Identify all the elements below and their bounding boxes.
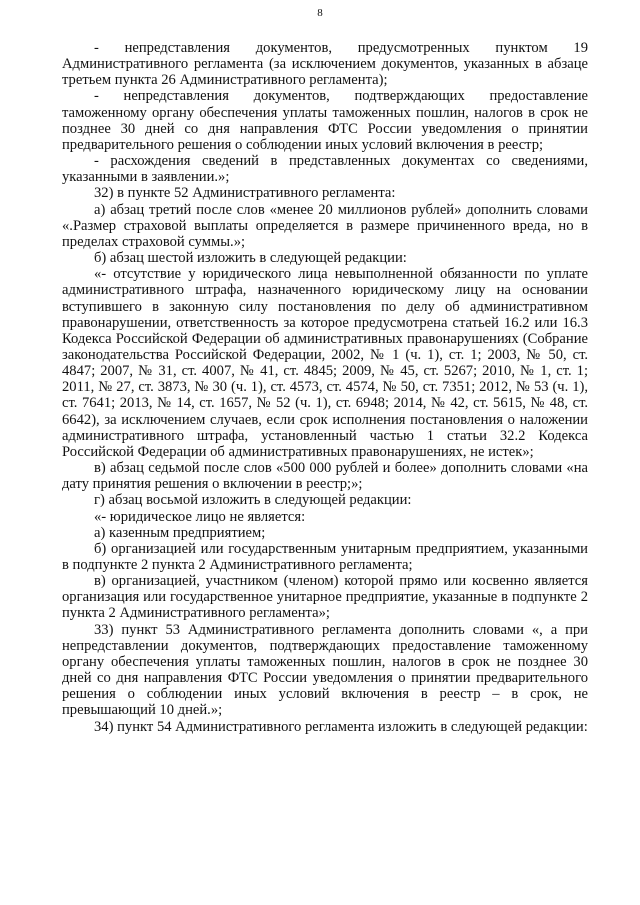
paragraph-subitem-g: г) абзац восьмой изложить в следующей редакции:	[94, 492, 412, 509]
paragraph-list-item: - непредставления документов, предусмотренных пунктом 19 Административного регламента (за исключением документов, указанных в абзаце третьем пункта 26 Административного регламента);	[62, 40, 588, 89]
paragraph-subitem-v: в) абзац седьмой после слов «500 000 рублей и более» дополнить словами «на дату принятия решения о включении в реестр;»;	[62, 460, 588, 493]
paragraph-subitem-a: а) абзац третий после слов «менее 20 миллионов рублей» дополнить словами «.Размер страховой выплаты определяется в размере причиненного вреда, но в пределах страховой суммы.»;	[62, 201, 588, 250]
paragraph-item-33: 33) пункт 53 Административного регламента дополнить словами «, а при непредставлении документов, подтверждающих предоставление таможенному органу обеспечения уплаты таможенных пошлин, налогов в срок не позднее 30 дней со дня направления ФТС России уведомления о принятии предварительного решения о соблюдении иных условий включения в реестр – в срок, не превышающий 10 дней.»;	[62, 621, 588, 719]
page-number: 8	[317, 7, 323, 19]
paragraph-subitem-b: б) абзац шестой изложить в следующей редакции:	[94, 250, 407, 267]
paragraph-list-item: - расхождения сведений в представленных документах со сведениями, указанными в заявлении.»;	[62, 153, 588, 186]
paragraph-quote: «- юридическое лицо не является:	[94, 508, 306, 525]
paragraph-quote: «- отсутствие у юридического лица невыполненной обязанности по уплате административного штрафа, назначенного юридическому лицу на основании вступившего в законную силу постановления по делу об административном правонарушении, ответственность за которое предусмотрена статьей 16.2 или 16.3 Кодекса Российской Федерации об административных правонарушениях (Собрание законодательства Российской Федерации, 2002, № 1 (ч. 1), ст. 1; 2003, № 50, ст. 4847; 2007, № 31, ст. 4007, № 41, ст. 4845; 2009, № 45, ст. 5267; 2010, № 1, ст. 1; 2011, № 27, ст. 3873, № 30 (ч. 1), ст. 4573, ст. 4574, № 50, ст. 7351; 2012, № 53 (ч. 1), ст. 7641; 2013, № 14, ст. 1657, № 52 (ч. 1), ст. 6948; 2014, № 42, ст. 5615, № 48, ст. 6642), за исключением случаев, если срок исполнения постановления о наложении административного штрафа, установленный частью 1 статьи 32.2 Кодекса Российской Федерации об административных правонарушениях, не истек»;	[62, 266, 588, 460]
paragraph-sub-a: а) казенным предприятием;	[94, 524, 266, 541]
document-body	[62, 40, 588, 735]
paragraph-sub-v: в) организацией, участником (членом) которой прямо или косвенно является организация или государственное унитарное предприятие, указанные в подпункте 2 пункта 2 Административного регламента»;	[62, 573, 588, 622]
paragraph-sub-b: б) организацией или государственным унитарным предприятием, указанными в подпункте 2 пункта 2 Административного регламента;	[62, 540, 588, 573]
paragraph-item-32: 32) в пункте 52 Административного регламента:	[94, 185, 396, 202]
paragraph-item-34: 34) пункт 54 Административного регламента изложить в следующей редакции:	[94, 718, 588, 735]
paragraph-list-item: - непредставления документов, подтверждающих предоставление таможенному органу обеспечения уплаты таможенных пошлин, налогов в срок не позднее 30 дней со дня направления ФТС России уведомления о принятии предварительного решения о соблюдении иных условий включения в реестр;	[62, 88, 588, 153]
